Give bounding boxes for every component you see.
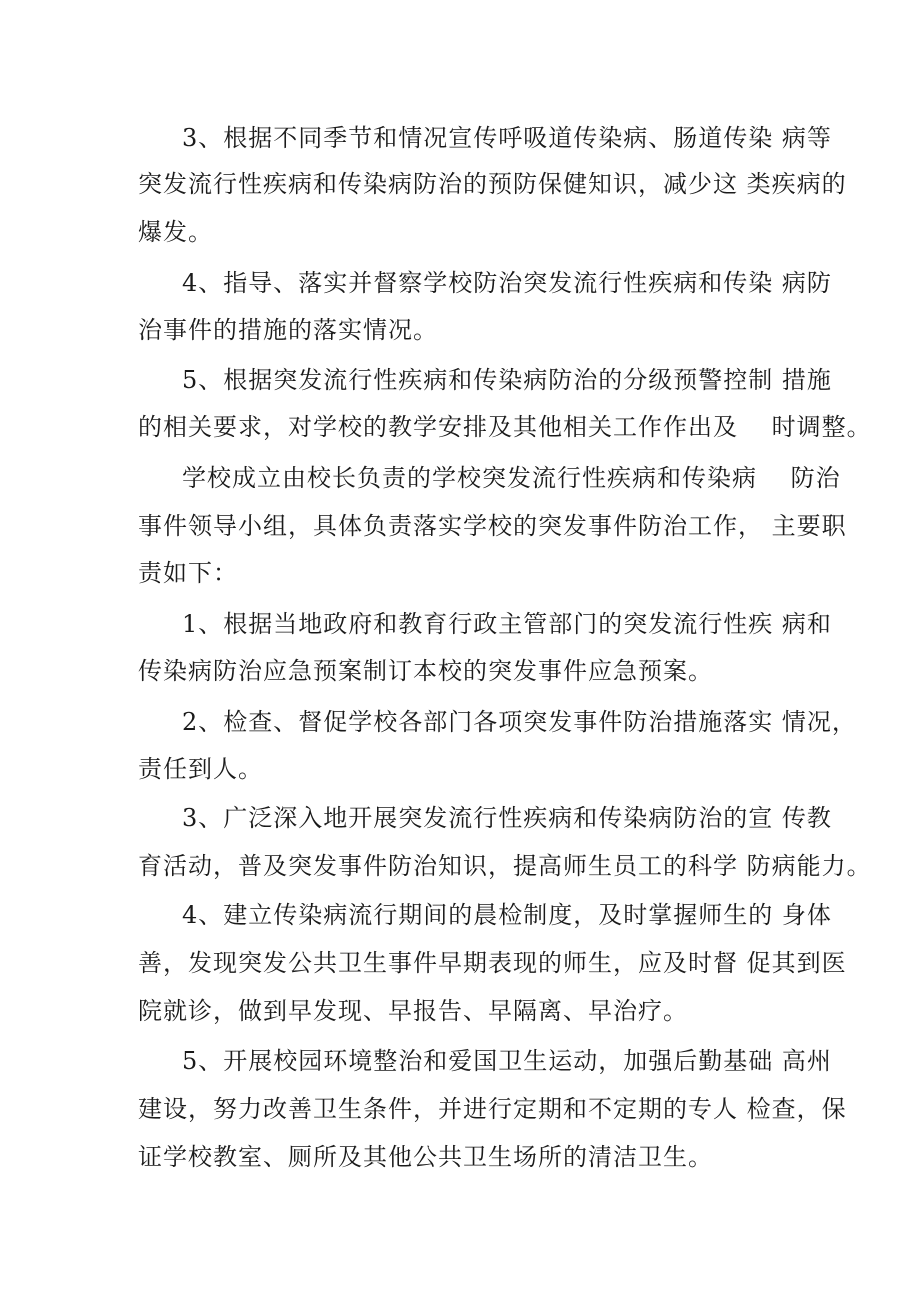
text-line: 善，发现突发公共卫生事件早期表现的师生，应及时督 促其到医 — [138, 949, 847, 977]
text-line: 院就诊，做到早发现、早报告、早隔离、早治疗。 — [138, 997, 688, 1025]
text-line: 2、检查、督促学校各部门各项突发事件防治措施落实 情况， — [182, 708, 857, 736]
text-line: 学校成立由校长负责的学校突发流行性疾病和传染病 防治 — [182, 464, 841, 492]
text-line: 爆发。 — [138, 218, 213, 246]
text-line: 责任到人。 — [138, 755, 263, 783]
text-line: 传染病防治应急预案制订本校的突发事件应急预案。 — [138, 657, 713, 685]
text-line: 3、广泛深入地开展突发流行性疾病和传染病防治的宣 传教 — [182, 804, 832, 832]
text-line: 4、指导、落实并督察学校防治突发流行性疾病和传染 病防 — [182, 269, 832, 297]
text-line: 治事件的措施的落实情况。 — [138, 316, 438, 344]
text-line: 突发流行性疾病和传染病防治的预防保健知识，减少这 类疾病的 — [138, 170, 847, 198]
text-line: 育活动，普及突发事件防治知识，提高师生员工的科学 防病能力。 — [138, 852, 872, 880]
text-line: 事件领导小组，具体负责落实学校的突发事件防治工作， 主要职 — [138, 512, 847, 540]
text-line: 5、根据突发流行性疾病和传染病防治的分级预警控制 措施 — [182, 366, 832, 394]
text-line: 证学校教室、厕所及其他公共卫生场所的清洁卫生。 — [138, 1143, 713, 1171]
text-line: 5、开展校园环境整治和爱国卫生运动，加强后勤基础 高州 — [182, 1047, 832, 1075]
text-line: 4、建立传染病流行期间的晨检制度，及时掌握师生的 身体 — [182, 901, 832, 929]
text-line: 建设，努力改善卫生条件，并进行定期和不定期的专人 检查，保 — [138, 1095, 847, 1123]
text-line: 责如下： — [138, 559, 238, 587]
text-line: 的相关要求，对学校的教学安排及其他相关工作作出及 时调整。 — [138, 413, 872, 441]
text-line: 3、根据不同季节和情况宣传呼吸道传染病、肠道传染 病等 — [182, 124, 832, 152]
text-line: 1、根据当地政府和教育行政主管部门的突发流行性疾 病和 — [182, 610, 832, 638]
